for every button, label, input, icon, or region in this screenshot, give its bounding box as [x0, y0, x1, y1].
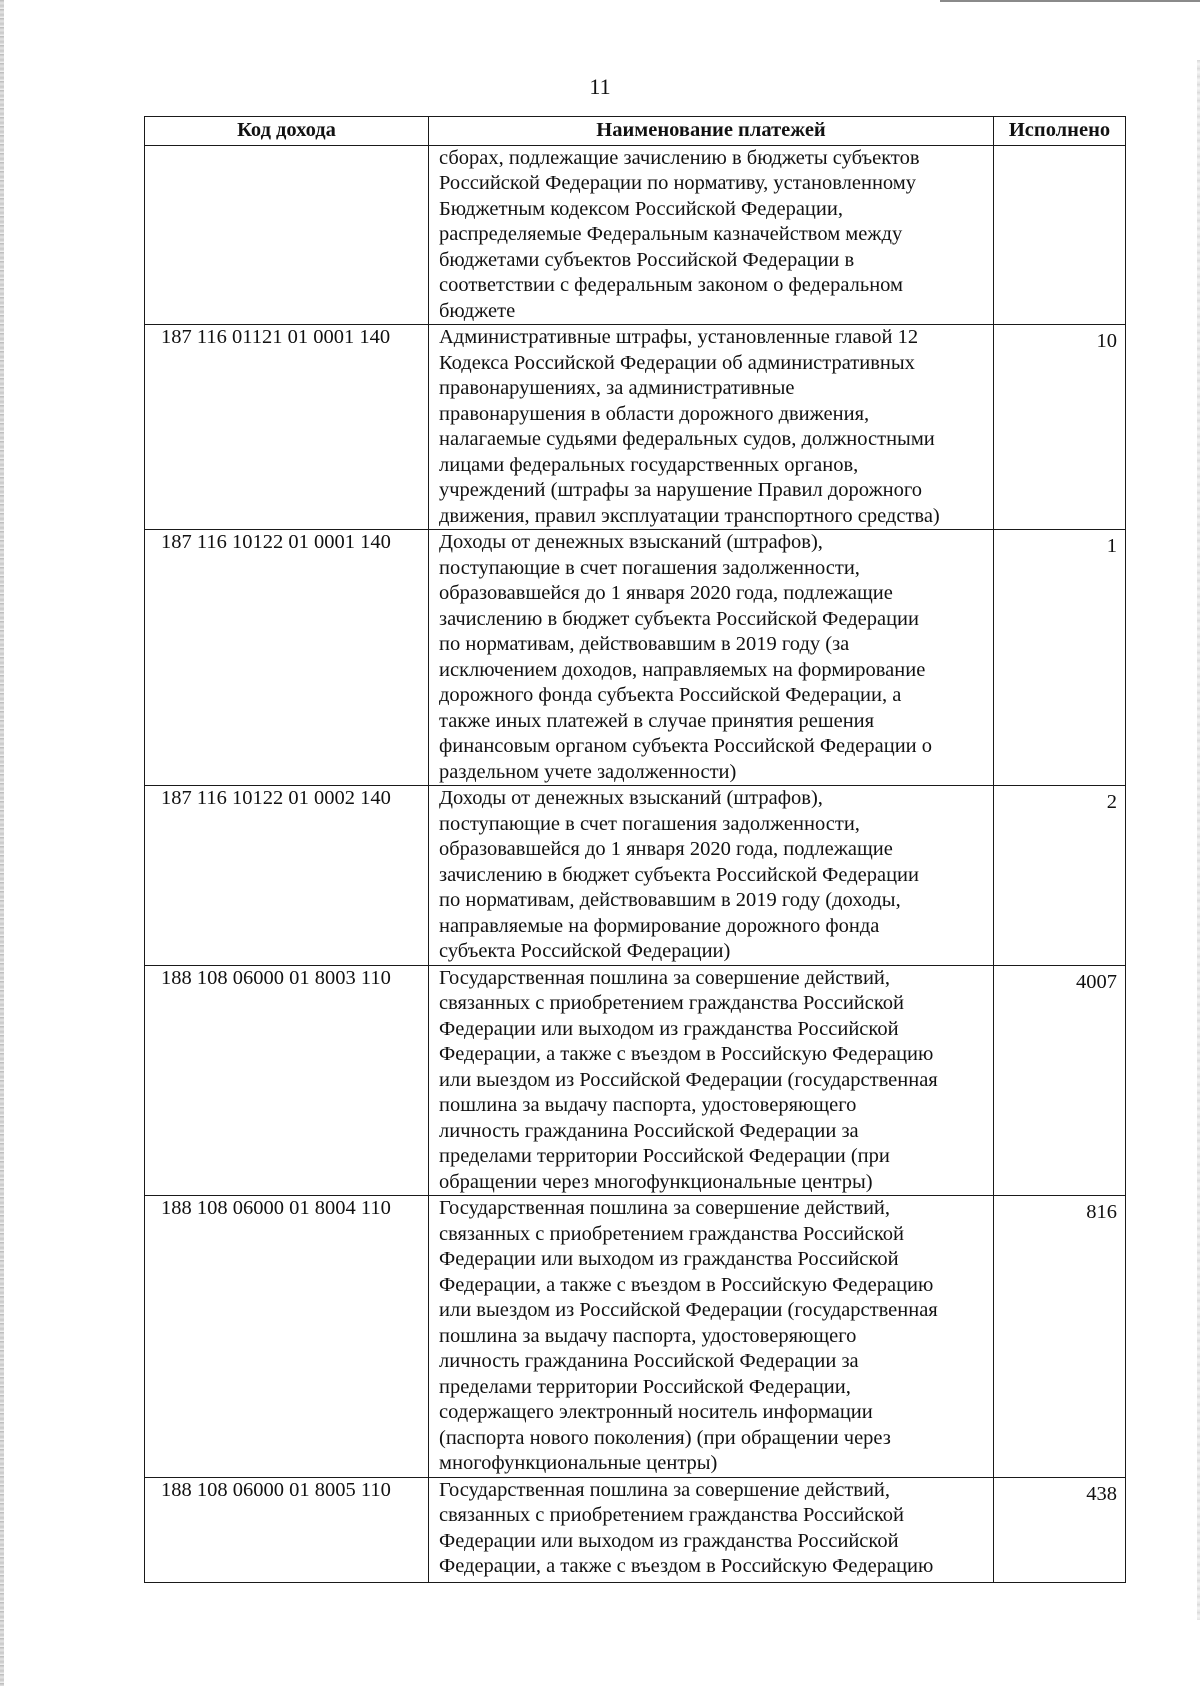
table-row: [145, 1477, 1126, 1582]
payment-name-line: Федерации, а также с въездом в Российскую Федерацию: [439, 1273, 934, 1296]
payment-name-line: субъекта Российской Федерации): [439, 940, 731, 962]
payment-name-line: пределами территории Российской Федерации,: [439, 1375, 851, 1398]
payment-name-line: образовавшейся до 1 января 2020 года, подлежащие: [439, 582, 893, 604]
payment-name-line: пошлина за выдачу паспорта, удостоверяющего: [439, 1094, 857, 1116]
payment-name-line: Административные штрафы, установленные главой 12: [439, 326, 919, 348]
payment-name-line: Федерации, а также с въездом в Российскую Федерацию: [439, 1043, 934, 1065]
payment-name-line: направляемые на формирование дорожного фонда: [439, 914, 880, 937]
payment-name-line: или выездом из Российской Федерации (государственная: [439, 1299, 938, 1321]
executed-value-cell: 10: [994, 325, 1126, 530]
income-code-cell: [145, 145, 429, 325]
payment-name-line: пошлина за выдачу паспорта, удостоверяющего: [439, 1324, 857, 1347]
payment-name-line: Кодекса Российской Федерации об административных: [439, 351, 915, 374]
page-number: 11: [589, 74, 611, 99]
payment-name-line: сборах, подлежащие зачислению в бюджеты субъектов: [439, 146, 920, 169]
payment-name-line: связанных с приобретением гражданства Российской: [439, 1222, 905, 1245]
payment-name-cell: [429, 1196, 994, 1478]
payment-name-line: поступающие в счет погашения задолженности,: [439, 556, 860, 579]
payment-name-line: Бюджетным кодексом Российской Федерации,: [439, 197, 843, 220]
income-code-cell: 187 116 10122 01 0001 140: [145, 530, 429, 786]
payment-name-cell: [429, 145, 994, 325]
payment-name-line: Российской Федерации по нормативу, установленному: [439, 172, 916, 194]
payment-name-line: по нормативам, действовавшим в 2019 году (за: [439, 633, 850, 655]
scan-edge-left: [0, 0, 4, 1686]
payment-name-line: налагаемые судьями федеральных судов, должностными: [439, 428, 935, 450]
header-executed: Исполнено: [994, 117, 1126, 146]
payment-name-cell: [429, 965, 994, 1196]
payment-name-line: по нормативам, действовавшим в 2019 году (доходы,: [439, 889, 901, 911]
payment-name-line: образовавшейся до 1 января 2020 года, подлежащие: [439, 838, 893, 860]
payment-name-line: содержащего электронный носитель информации: [439, 1401, 873, 1423]
payment-name-line: или выездом из Российской Федерации (государственная: [439, 1068, 938, 1091]
income-code-cell: 187 116 01121 01 0001 140: [145, 325, 429, 530]
payment-name-line: связанных с приобретением гражданства Российской: [439, 992, 905, 1014]
table-row: [145, 965, 1126, 1196]
payment-name-line: распределяемые Федеральным казначейством между: [439, 223, 903, 245]
header-name: Наименование платежей: [429, 117, 994, 146]
payment-name-line: Федерации или выходом из гражданства Российской: [439, 1529, 899, 1552]
income-code-cell: 188 108 06000 01 8005 110: [145, 1477, 429, 1582]
table-header-row: [145, 117, 1126, 146]
payment-name-line: движения, правил эксплуатации транспортного средства): [439, 504, 940, 527]
payment-name-line: раздельном учете задолженности): [439, 760, 737, 783]
payment-name-line: также иных платежей в случае принятия решения: [439, 709, 875, 732]
payment-name-line: лицами федеральных государственных органов,: [439, 453, 859, 476]
payment-name-line: личность гражданина Российской Федерации за: [439, 1350, 859, 1372]
income-code-cell: 188 108 06000 01 8004 110: [145, 1196, 429, 1478]
payment-name-line: связанных с приобретением гражданства Российской: [439, 1504, 905, 1526]
payment-name-line: соответствии с федеральным законом о федеральном: [439, 274, 903, 296]
payment-name-cell: [429, 786, 994, 966]
executed-value-cell: 438: [994, 1477, 1126, 1582]
header-code: Код дохода: [145, 117, 429, 146]
payment-name-line: пределами территории Российской Федерации (при: [439, 1145, 890, 1167]
payment-name-line: Доходы от денежных взысканий (штрафов),: [439, 787, 823, 809]
payment-name-line: (паспорта нового поколения) (при обращении через: [439, 1426, 891, 1449]
payment-name-line: Федерации или выходом из гражданства Российской: [439, 1248, 899, 1270]
payment-name-line: финансовым органом субъекта Российской Федерации о: [439, 735, 933, 757]
payment-name-line: Государственная пошлина за совершение действий,: [439, 1197, 891, 1219]
table-row: [145, 530, 1126, 786]
income-code-cell: 188 108 06000 01 8003 110: [145, 965, 429, 1196]
payment-name-line: исключением доходов, направляемых на формирование: [439, 658, 926, 681]
payment-name-line: Государственная пошлина за совершение действий,: [439, 1478, 891, 1501]
table-row: [145, 1196, 1126, 1478]
payment-name-line: личность гражданина Российской Федерации за: [439, 1119, 859, 1142]
payment-name-line: зачислению в бюджет субъекта Российской Федерации: [439, 607, 919, 630]
payment-name-cell: [429, 530, 994, 786]
payment-name-cell: [429, 325, 994, 530]
scan-edge-top: [940, 0, 1200, 2]
payment-name-line: бюджетами субъектов Российской Федерации в: [439, 248, 855, 271]
payment-name-line: Государственная пошлина за совершение действий,: [439, 966, 891, 989]
payment-name-line: обращении через многофункциональные центры): [439, 1170, 873, 1193]
income-code-cell: 187 116 10122 01 0002 140: [145, 786, 429, 966]
payment-name-line: зачислению в бюджет субъекта Российской Федерации: [439, 863, 919, 886]
table-row: [145, 786, 1126, 966]
payment-name-line: многофункциональные центры): [439, 1452, 718, 1474]
revenue-table: [144, 116, 1126, 1583]
payment-name-line: правонарушения в области дорожного движения,: [439, 402, 870, 425]
executed-value-cell: [994, 145, 1126, 325]
table-row: [145, 325, 1126, 530]
payment-name-line: учреждений (штрафы за нарушение Правил дорожного: [439, 479, 923, 501]
table-row: [145, 145, 1126, 325]
payment-name-line: Федерации или выходом из гражданства Российской: [439, 1017, 899, 1040]
payment-name-line: бюджете: [439, 299, 516, 322]
payment-name-line: дорожного фонда субъекта Российской Федерации, а: [439, 684, 902, 706]
payment-name-line: Доходы от денежных взысканий (штрафов),: [439, 531, 823, 553]
payment-name-cell: [429, 1477, 994, 1582]
executed-value-cell: 4007: [994, 965, 1126, 1196]
executed-value-cell: 2: [994, 786, 1126, 966]
payment-name-line: правонарушениях, за административные: [439, 377, 795, 399]
payment-name-line: Федерации, а также с въездом в Российскую Федерацию: [439, 1555, 934, 1577]
executed-value-cell: 816: [994, 1196, 1126, 1478]
executed-value-cell: 1: [994, 530, 1126, 786]
payment-name-line: поступающие в счет погашения задолженности,: [439, 812, 860, 835]
